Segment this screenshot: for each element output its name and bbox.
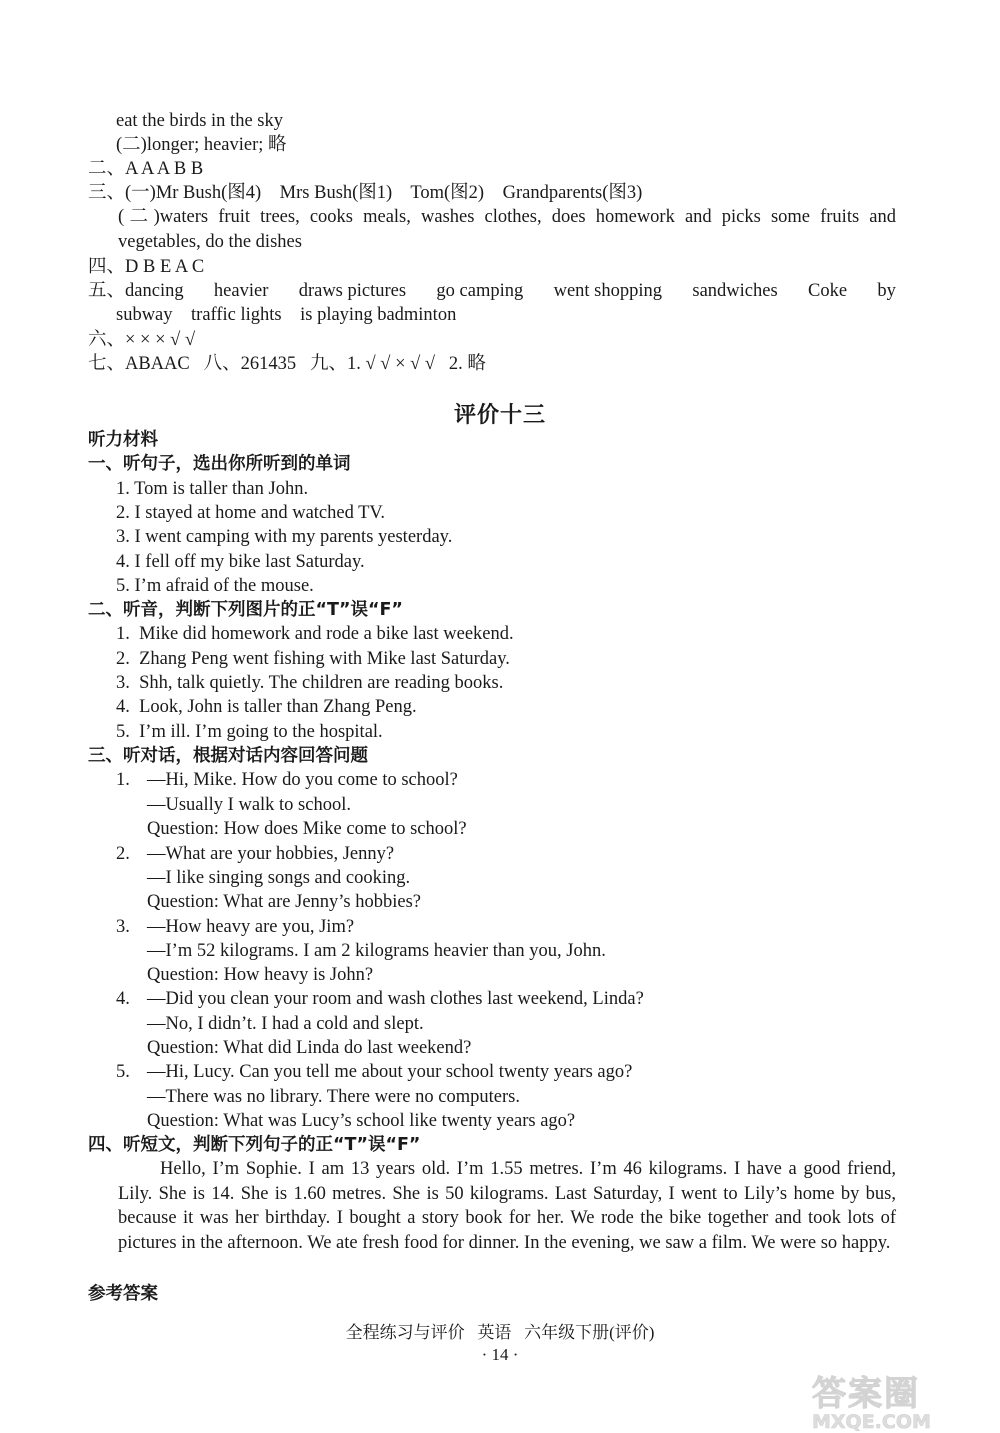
answer-word: draws pictures <box>298 281 407 301</box>
dialog-question: Question: What are Jenny’s hobbies? <box>147 892 422 912</box>
dialog-line: —I’m 52 kilograms. I am 2 kilograms heavier than you, John. <box>147 941 606 961</box>
answer-word: dancing <box>125 281 184 301</box>
section-title: 评价十三 <box>453 403 546 428</box>
part2-item: 4. Look, John is taller than Zhang Peng. <box>116 697 417 717</box>
part1-heading: 一、听句子，选出你所听到的单词 <box>88 454 351 474</box>
watermark-logo <box>812 1366 982 1433</box>
dialog-question: Question: How heavy is John? <box>147 965 374 985</box>
dialog-question: Question: How does Mike come to school? <box>147 819 467 839</box>
dialog-line: —Usually I walk to school. <box>147 795 351 815</box>
answer-paragraph: (二)waters fruit trees, cooks meals, washes clothes, does homework and picks some fruits and vegetables, do the dishes <box>118 207 896 252</box>
footer-book-title: 全程练习与评价 英语 六年级下册(评价) <box>345 1323 655 1342</box>
part4-heading: 四、听短文，判断下列句子的正“T”误“F” <box>88 1135 421 1155</box>
answer-line: eat the birds in the sky <box>116 111 283 131</box>
dialog-number: 4. <box>116 989 130 1009</box>
part1-item: 4. I fell off my bike last Saturday. <box>116 552 365 572</box>
answer-word: heavier <box>213 281 269 301</box>
part1-item: 3. I went camping with my parents yesterday. <box>116 527 453 547</box>
answer-key-header: 参考答案 <box>88 1284 158 1304</box>
dialog-number: 3. <box>116 917 130 937</box>
part2-item: 5. I’m ill. I’m going to the hospital. <box>116 722 383 742</box>
part3-heading: 三、听对话，根据对话内容回答问题 <box>88 746 368 766</box>
dialog-line: —There was no library. There were no computers. <box>147 1087 520 1107</box>
dialog-line: —I like singing songs and cooking. <box>147 868 411 888</box>
part2-item: 1. Mike did homework and rode a bike last weekend. <box>116 624 514 644</box>
answer-row-five <box>88 279 896 303</box>
dialog-line: —How heavy are you, Jim? <box>147 917 355 937</box>
answer-line: 二、A A A B B <box>88 159 204 179</box>
part2-item: 2. Zhang Peng went fishing with Mike last Saturday. <box>116 649 510 669</box>
answer-prefix: 五、 <box>88 281 126 301</box>
answer-word: Coke <box>808 281 848 301</box>
answer-word: go camping <box>436 281 524 301</box>
answer-line: 七、ABAAC 八、261435 九、1. √ √ × √ √ 2. 略 <box>88 354 486 374</box>
dialog-line: —What are your hobbies, Jenny? <box>147 844 395 864</box>
dialog-line: —Hi, Mike. How do you come to school? <box>147 770 458 790</box>
dialog-line: —Hi, Lucy. Can you tell me about your school twenty years ago? <box>147 1062 633 1082</box>
answer-line: (二)longer; heavier; 略 <box>116 135 287 155</box>
dialog-number: 5. <box>116 1062 130 1082</box>
watermark-text: 答案圈 <box>812 1374 920 1414</box>
part2-item: 3. Shh, talk quietly. The children are reading books. <box>116 673 504 693</box>
answer-word: sandwiches <box>692 281 778 301</box>
listening-header: 听力材料 <box>88 430 158 450</box>
dialog-question: Question: What did Linda do last weekend? <box>147 1038 472 1058</box>
answer-word: went shopping <box>553 281 663 301</box>
dialog-question: Question: What was Lucy’s school like twenty years ago? <box>147 1111 576 1131</box>
dialog-number: 1. <box>116 770 130 790</box>
answer-word: by <box>877 281 896 301</box>
answer-line: 六、× × × √ √ <box>88 330 196 350</box>
dialog-line: —Did you clean your room and wash clothes last weekend, Linda? <box>147 989 644 1009</box>
answer-line: subway traffic lights is playing badminton <box>116 305 457 325</box>
dialog-line: —No, I didn’t. I had a cold and slept. <box>147 1014 424 1034</box>
part1-item: 5. I’m afraid of the mouse. <box>116 576 314 596</box>
page-number: · 14 · <box>481 1345 519 1364</box>
part1-item: 2. I stayed at home and watched TV. <box>116 503 386 523</box>
answer-line: 三、(一)Mr Bush(图4) Mrs Bush(图1) Tom(图2) Grandparents(图3) <box>88 183 643 203</box>
dialog-number: 2. <box>116 844 130 864</box>
watermark-url: MXQE.COM <box>812 1411 931 1433</box>
part1-item: 1. Tom is taller than John. <box>116 479 309 499</box>
part2-heading: 二、听音，判断下列图片的正“T”误“F” <box>88 600 403 620</box>
answer-line: 四、D B E A C <box>88 257 205 277</box>
part4-passage: Hello, I’m Sophie. I am 13 years old. I’m 1.55 metres. I’m 46 kilograms. I have a good friend, Lily. She is 14. She is 1.60 metres. She is 50 kilograms. Last Saturday, I went to Lily’s home by bus, because it was her birthday. I bought a story book for her. We rode the bike together and took lots of pictures in the afternoon. We ate fresh food for dinner. In the evening, we saw a film. We were so happy. <box>118 1159 896 1253</box>
